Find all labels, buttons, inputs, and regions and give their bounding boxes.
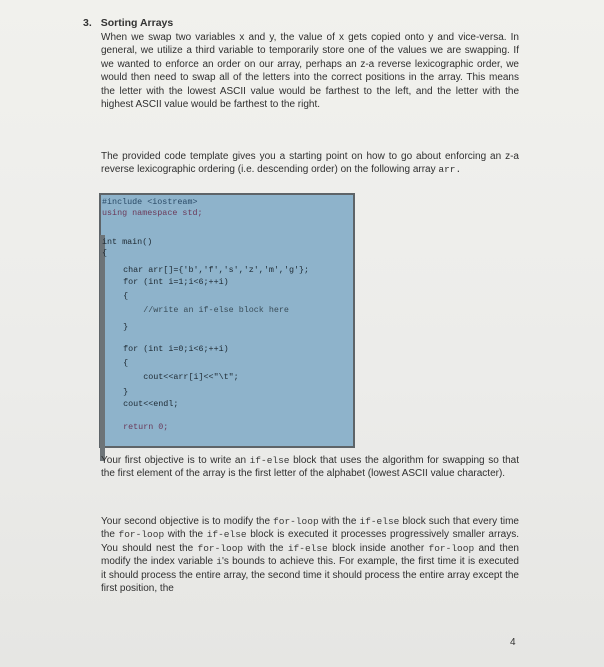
inline-code-if-else: if-else — [287, 542, 328, 554]
code-line-close-for-print: } — [103, 387, 129, 397]
text-segment: 's bounds to achieve this. For example, the first time it is executed it should process the entire array, the second time it should process the entire array except the first position, the — [101, 556, 519, 595]
text-segment: with the — [318, 516, 360, 527]
code-line-endl: cout<<endl; — [103, 399, 179, 409]
code-line-main: int main() — [102, 237, 153, 247]
code-line-using: using namespace std; — [102, 208, 203, 218]
text-segment: Your second objective is to modify the — [101, 516, 274, 527]
code-line-cout: cout<<arr[i]<<"\t"; — [103, 372, 239, 382]
section-title: Sorting Arrays — [100, 17, 174, 29]
paragraph-intro: When we swap two variables x and y, the value of x gets copied onto y and vice-versa. In general, we utilize a third variable to temporarily store one of the values we are swapping. If we wanted to enforce an order on our array, perhaps an z-a reverse lexicographic order, we would then need to swap all of the letters into the correct positions in the array. This means the letter with the lowest ASCII value would be farthest to the left, and the letter with the highest ASCII value would be farthest to the right. — [101, 32, 519, 111]
text-segment: block such that every time the — [101, 516, 519, 541]
code-line-return: return 0; — [103, 422, 169, 432]
inline-code-if-else: if-else — [249, 455, 290, 466]
paragraph-first-objective — [101, 454, 519, 481]
code-line-close-for-inner: } — [103, 322, 129, 332]
text-segment: and then modify the index variable — [101, 542, 519, 568]
page-number: 4 — [510, 637, 516, 648]
code-line-char-array: char arr[]={'b','f','s','z','m','g'}; — [103, 265, 310, 275]
inline-code-i: i — [216, 556, 222, 568]
code-line-for-print: for (int i=0;i<6;++i) — [103, 344, 229, 354]
code-line-for-inner: for (int i=1;i<6;++i) — [103, 277, 229, 287]
code-block — [99, 193, 355, 448]
inline-code-for-loop: for-loop — [428, 542, 475, 554]
text-segment: with the — [243, 542, 288, 554]
inline-code-if-else: if-else — [206, 529, 247, 541]
code-line-comment: //write an if-else block here — [103, 305, 289, 315]
code-line-include: #include <iostream> — [102, 197, 198, 207]
text-segment: block is executed it processes progressively smaller arrays. You should nest the — [101, 529, 519, 554]
inline-code-for-loop: for-loop — [273, 516, 319, 527]
section-heading — [83, 17, 173, 29]
section-number: 3. — [83, 17, 92, 29]
inline-code-for-loop: for-loop — [197, 542, 244, 554]
code-line-open-main: { — [102, 248, 108, 258]
inline-code-if-else: if-else — [359, 516, 400, 527]
inline-code-arr: arr. — [438, 164, 462, 176]
paragraph-template — [101, 150, 519, 177]
text-segment: Your first objective is to write an — [101, 455, 250, 466]
text-segment: block that uses the algorithm for swapping so that the first element of the array is the first letter of the alphabet (lowest ASCII value character). — [101, 455, 520, 480]
text-segment: with the — [164, 529, 207, 541]
text-segment: block inside another — [327, 542, 429, 554]
inline-code-for-loop: for-loop — [118, 529, 165, 541]
paragraph-second-objective — [101, 515, 519, 595]
paragraph-template-text: The provided code template gives you a starting point on how to go about enforcing an z-a reverse lexicographic ordering (i.e. descending order) on the following array — [101, 151, 519, 176]
code-line-open-for-print: { — [103, 358, 129, 368]
code-line-open-for-inner: { — [103, 291, 129, 301]
